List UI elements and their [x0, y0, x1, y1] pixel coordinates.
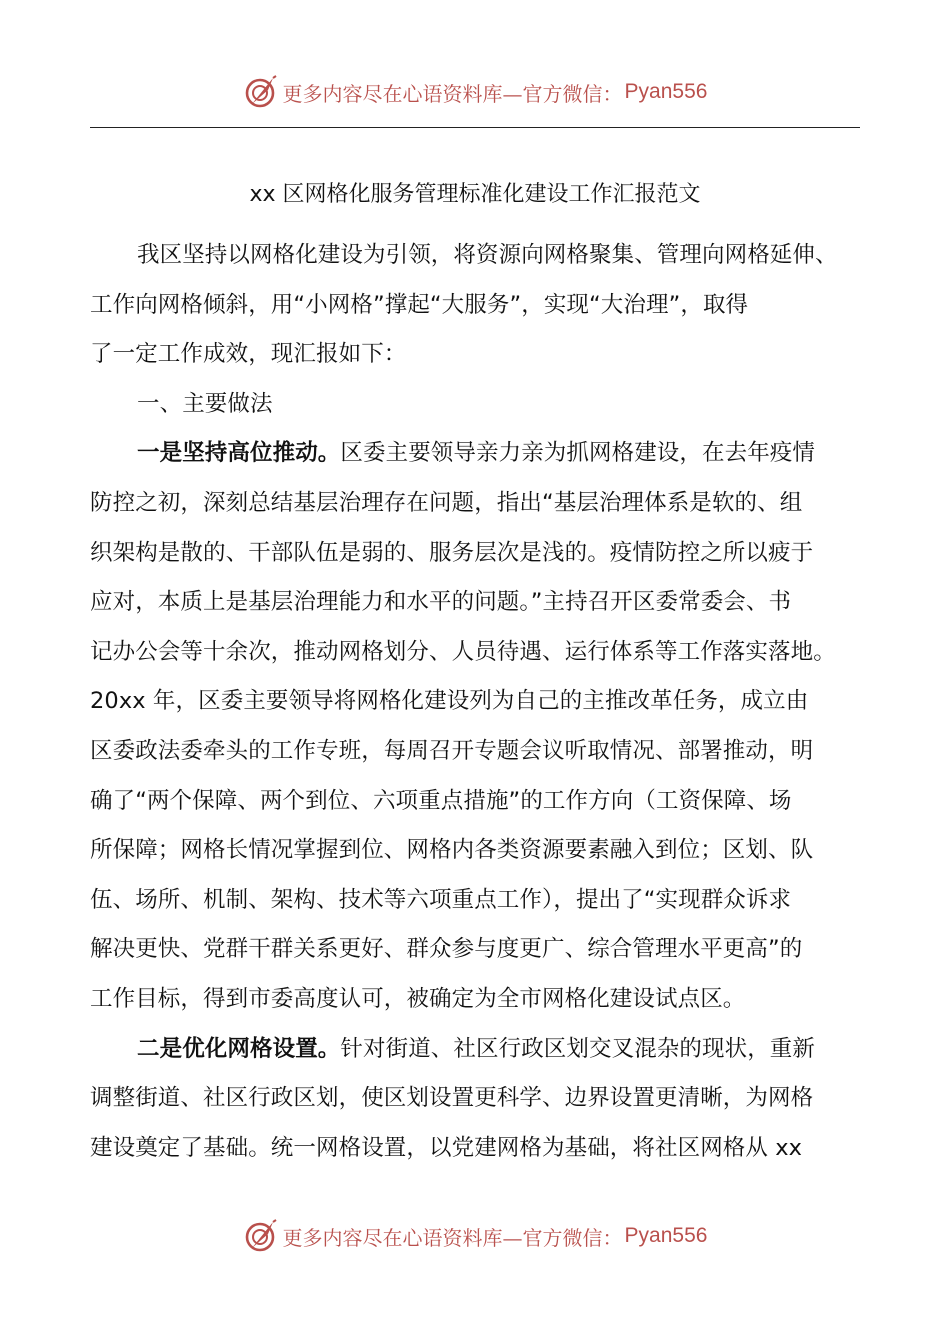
body-line — [90, 578, 880, 628]
paragraph-lead: 一是坚持高位推动。 — [137, 440, 341, 467]
watermark-text: 更多内容尽在心语资料库—官方微信： — [282, 1225, 623, 1250]
body-line — [90, 479, 880, 529]
body-line-text: 区委政法委牵头的工作专班，每周召开专题会议听取情况、部署推动，明 — [90, 737, 814, 764]
body-line-text: 伍、场所、机制、架构、技术等六项重点工作），提出了“实现群众诉求 — [90, 886, 792, 913]
body-line — [90, 281, 880, 331]
body-line-text: 记办公会等十余次，推动网格划分、人员待遇、运行体系等工作落实落地。 — [90, 638, 836, 665]
body-line — [90, 330, 880, 380]
paragraph-lead: 二是优化网格设置。 — [137, 1035, 341, 1062]
body-line — [90, 1124, 880, 1174]
footer-watermark — [0, 1216, 950, 1256]
body-line — [90, 1025, 880, 1075]
body-line-text: 应对，本质上是基层治理能力和水平的问题。”主持召开区委常委会、书 — [90, 589, 792, 616]
watermark-text: 更多内容尽在心语资料库—官方微信： — [282, 81, 623, 106]
body-line — [90, 876, 880, 926]
body-line-text: 区委主要领导亲力亲为抓网格建设，在去年疫情 — [340, 440, 816, 467]
body-line — [90, 826, 880, 876]
body-line — [90, 677, 880, 727]
body-line-text: 调整街道、社区行政区划，使区划设置更科学、边界设置更清晰，为网格 — [90, 1085, 814, 1112]
body-line — [90, 529, 880, 579]
body-line — [90, 231, 880, 281]
watermark-handle: Pyan556 — [624, 1224, 708, 1247]
quill-logo-icon — [243, 74, 279, 110]
body-line — [90, 628, 880, 678]
body-line — [90, 975, 880, 1025]
body-line-text: 建设奠定了基础。统一网格设置，以党建网格为基础，将社区网格从 xx — [90, 1134, 803, 1161]
body-line-text: 一、主要做法 — [137, 390, 273, 417]
body-line-text: 所保障；网格长情况掌握到位、网格内各类资源要素融入到位；区划、队 — [90, 837, 814, 864]
document-body — [90, 231, 880, 1173]
body-line-text: 我区坚持以网格化建设为引领，将资源向网格聚集、管理向网格延伸、 — [137, 242, 838, 268]
body-line — [90, 380, 880, 430]
body-line-text: 防控之初，深刻总结基层治理存在问题，指出“基层治理体系是软的、组 — [90, 489, 803, 516]
body-line-text: 工作目标，得到市委高度认可，被确定为全市网格化建设试点区。 — [90, 985, 746, 1012]
body-line — [90, 1074, 880, 1124]
body-line-text: 针对街道、社区行政区划交叉混杂的现状，重新 — [340, 1035, 816, 1062]
header-watermark — [0, 72, 950, 112]
body-line-text: 确了“两个保障、两个到位、六项重点措施”的工作方向（工资保障、场 — [90, 787, 792, 814]
body-line-text: 工作向网格倾斜，用“小网格”撑起“大服务”，实现“大治理”，取得 — [90, 291, 749, 318]
body-line-text: 了一定工作成效，现汇报如下： — [90, 341, 407, 368]
body-line — [90, 925, 880, 975]
watermark-handle: Pyan556 — [624, 80, 708, 103]
body-line-text: 20xx 年，区委主要领导将网格化建设列为自己的主推改革任务，成立由 — [90, 688, 809, 715]
body-line — [90, 727, 880, 777]
document-title: xx 区网格化服务管理标准化建设工作汇报范文 — [249, 182, 701, 207]
header-divider — [90, 127, 860, 128]
body-line — [90, 777, 880, 827]
body-line-text: 解决更快、党群干群关系更好、群众参与度更广、综合管理水平更高”的 — [90, 936, 803, 963]
body-line-text: 织架构是散的、干部队伍是弱的、服务层次是浅的。疫情防控之所以疲于 — [90, 539, 814, 566]
body-line — [90, 429, 880, 479]
quill-logo-icon — [243, 1218, 279, 1254]
